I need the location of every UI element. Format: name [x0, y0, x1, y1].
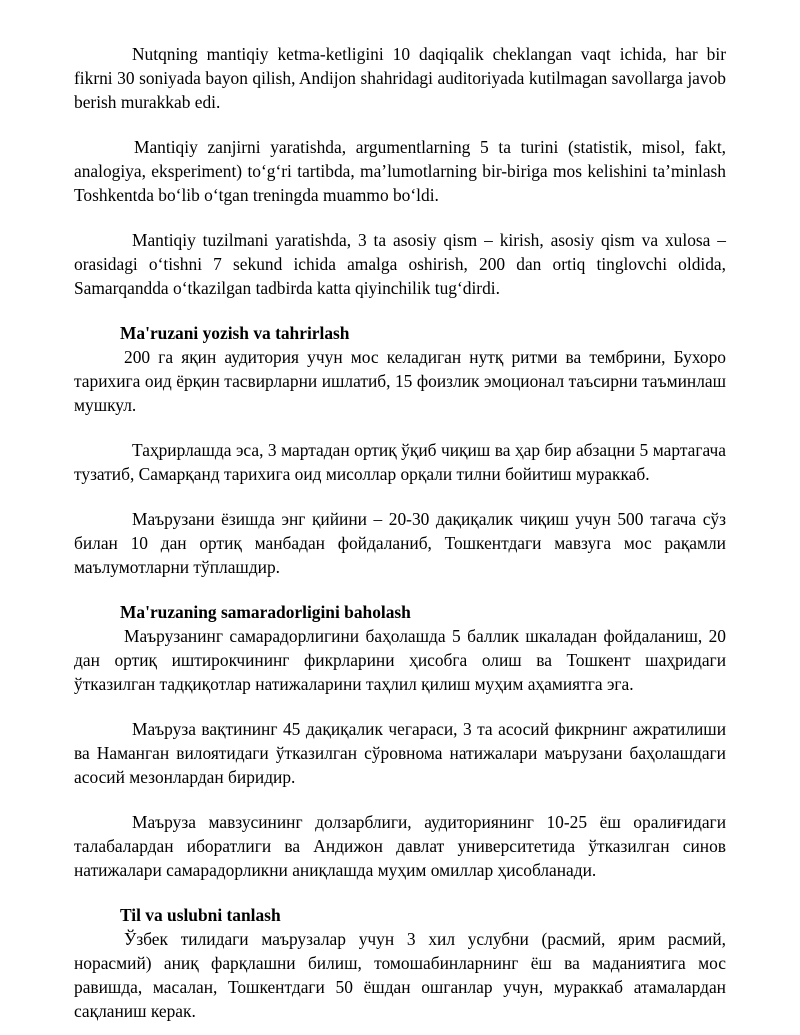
section-paragraph: Ўзбек тилидаги маърузалар учун 3 хил услубни (расмий, ярим расмий, норасмий) аниқ фарқлашни билиш, томошабинларнинг ёш ва маданиятига мос равишда, масалан, Тошкентдаги 50 ёшдан ошганлар учун, мураккаб атамалардан сақланиш керак. — [74, 929, 726, 1021]
section-paragraph: Маъруза мавзусининг долзарблиги, аудиториянинг 10-25 ёш оралиғидаги талабалардан иборатлиги ва Андижон давлат университетида ўтказилган синов натижалари самарадорликни аниқлашда муҳим омиллар ҳисобланади. — [74, 812, 726, 880]
section-heading: Ma'ruzaning samaradorligini baholash — [120, 602, 411, 622]
section-heading: Ma'ruzani yozish va tahrirlash — [120, 323, 350, 343]
section-writing-editing — [74, 321, 726, 579]
section-language-style — [74, 903, 726, 1023]
section-paragraph: Маърузани ёзишда энг қийини – 20-30 дақиқалик чиқиш учун 500 тагача сўз билан 10 дан ортиқ манбадан фойдаланиб, Тошкентдаги мавзуга мос рақамли маълумотларни тўплашдир. — [74, 509, 726, 577]
section-paragraph: Маъруза вақтининг 45 дақиқалик чегараси, 3 та асосий фикрнинг ажратилиши ва Наманган вилоятидаги ўтказилган сўровнома натижалари маърузани баҳолашдаги асосий мезонлардан биридир. — [74, 719, 726, 787]
intro-paragraph-1: Nutqning mantiqiy ketma-ketligini 10 daqiqalik cheklangan vaqt ichida, har bir fikrni 30 soniyada bayon qilish, Andijon shahridagi auditoriyada kutilmagan savollarga javob berish murakkab edi. — [74, 44, 726, 112]
section-paragraph: 200 га яқин аудитория учун мос келадиган нутқ ритми ва тембрини, Бухоро тарихига оид ёрқин тасвирларни ишлатиб, 15 фоизлик эмоционал таъсирни таъминлаш мушкул. — [74, 347, 726, 415]
section-paragraph: Маърузанинг самарадорлигини баҳолашда 5 баллик шкаладан фойдаланиш, 20 дан ортиқ иштирокчининг фикрларини ҳисобга олиш ва Тошкент шаҳридаги ўтказилган тадқиқотлар натижаларини таҳлил қилиш муҳим аҳамиятга эга. — [74, 626, 726, 694]
section-evaluation — [74, 600, 726, 882]
intro-paragraph-3: Mantiqiy tuzilmani yaratishda, 3 ta asosiy qism – kirish, asosiy qism va xulosa – orasidagi o‘tishni 7 sekund ichida amalga oshirish, 200 dan ortiq tinglovchi oldida, Samarqandda o‘tkazilgan tadbirda katta qiyinchilik tug‘dirdi. — [74, 230, 726, 298]
intro-paragraph-2: Mantiqiy zanjirni yaratishda, argumentlarning 5 ta turini (statistik, misol, fakt, analogiya, eksperiment) to‘g‘ri tartibda, ma’lumotlarning bir-biriga mos kelishini ta’minlash Toshkentda bo‘lib o‘tgan treningda muammo bo‘ldi. — [74, 137, 726, 205]
document-page — [74, 42, 726, 1023]
section-heading: Til va uslubni tanlash — [120, 905, 281, 925]
section-paragraph: Таҳрирлашда эса, 3 мартадан ортиқ ўқиб чиқиш ва ҳар бир абзацни 5 мартагача тузатиб, Самарқанд тарихига оид мисоллар орқали тилни бойитиш мураккаб. — [74, 440, 726, 484]
